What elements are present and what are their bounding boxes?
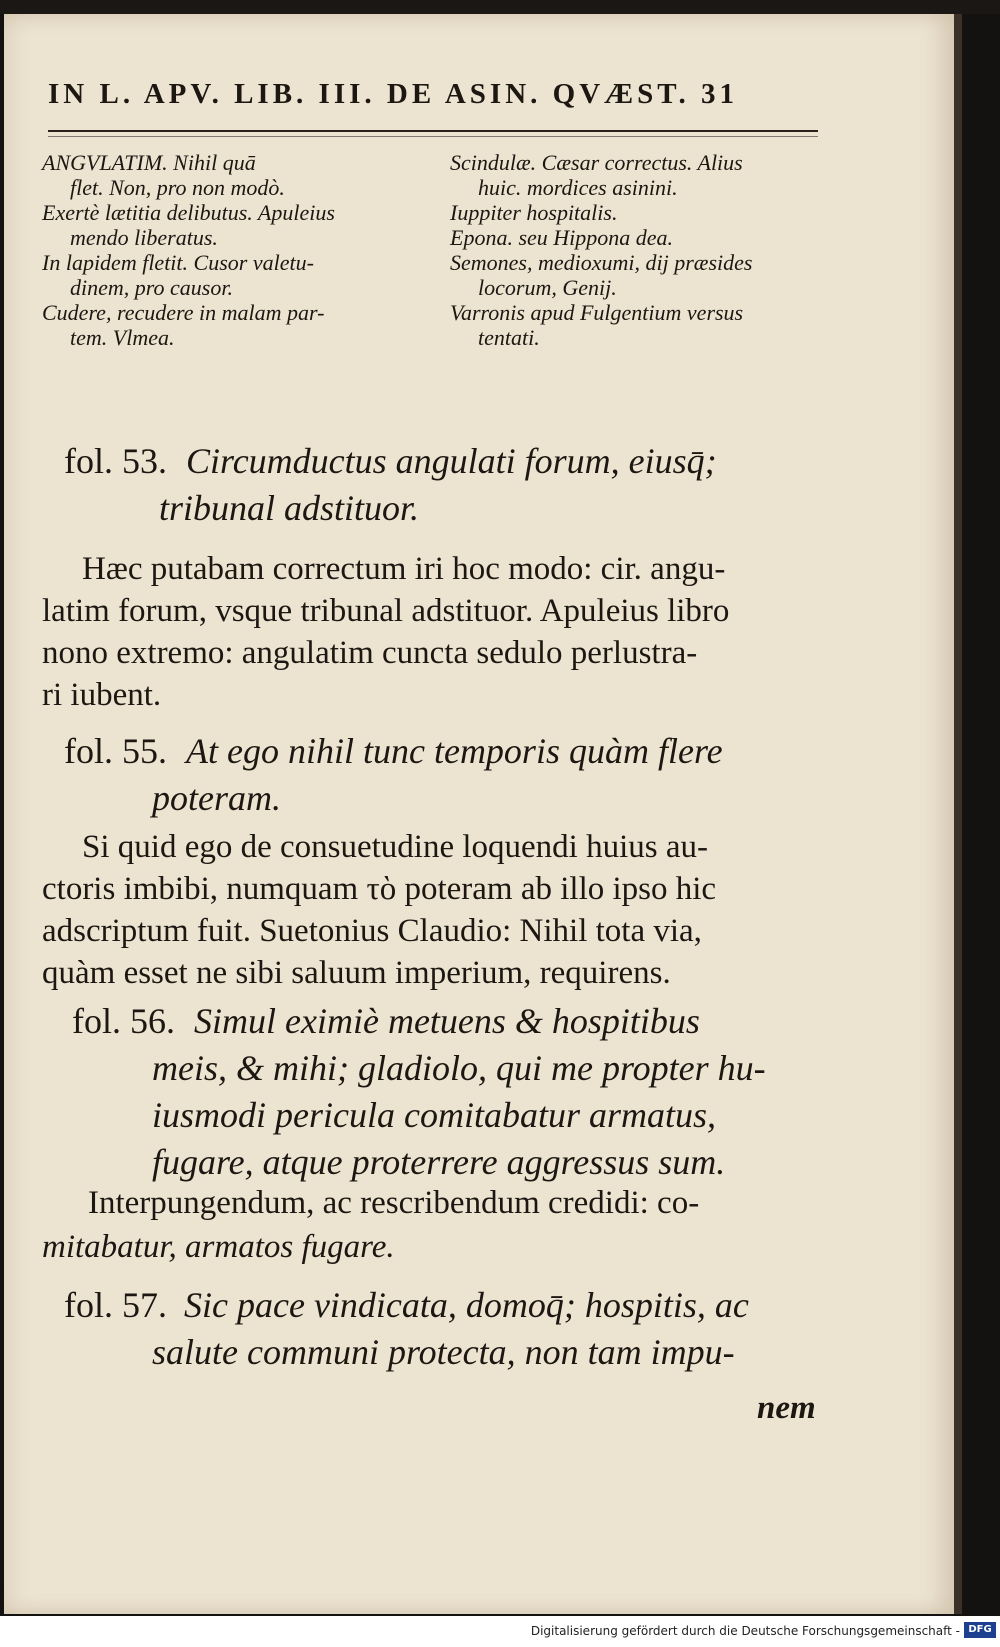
index-line: Epona. seu Hippona dea. bbox=[450, 225, 674, 250]
index-line: dinem, pro causor. bbox=[70, 275, 233, 300]
lemma-line: Circumductus angulati forum, eiusq̄; bbox=[186, 441, 717, 481]
folio-number: fol. 57. bbox=[64, 1285, 167, 1325]
head-rule-secondary bbox=[48, 136, 818, 137]
lemma-line: tribunal adstituor. bbox=[159, 488, 420, 528]
index-line: In lapidem fletit. Cusor valetu- bbox=[42, 250, 314, 275]
lemma-line: meis, & mihi; gladiolo, qui me propter hu- bbox=[152, 1048, 766, 1088]
folio-number: fol. 53. bbox=[64, 441, 167, 481]
funding-credit: Digitalisierung gefördert durch die Deutsche Forschungsgemeinschaft - bbox=[530, 1624, 960, 1638]
head-rule bbox=[48, 130, 818, 132]
body-line: Si quid ego de consuetudine loquendi huius au- bbox=[82, 829, 708, 865]
folio-number: fol. 56. bbox=[72, 1001, 175, 1041]
body-line: mitabatur, armatos fugare. bbox=[42, 1229, 395, 1265]
lemma-line: fugare, atque proterrere aggressus sum. bbox=[152, 1142, 726, 1182]
commentary-paragraph bbox=[82, 548, 725, 590]
lemma-line: Sic pace vindicata, domoq̄; hospitis, ac bbox=[184, 1285, 749, 1325]
digitization-footer bbox=[0, 1616, 1000, 1647]
index-line: ANGVLATIM. Nihil quā bbox=[42, 150, 256, 175]
running-head: IN L. APV. LIB. III. DE ASIN. QVÆST. 31 bbox=[48, 78, 738, 110]
index-line: flet. Non, pro non modò. bbox=[70, 175, 285, 200]
folio-heading bbox=[72, 998, 766, 1186]
body-line: quàm esset ne sibi saluum imperium, requirens. bbox=[42, 955, 671, 991]
index-line: mendo liberatus. bbox=[70, 225, 218, 250]
commentary-paragraph bbox=[82, 826, 708, 868]
dfg-logo: DFG bbox=[964, 1622, 996, 1638]
lemma-line: salute communi protecta, non tam impu- bbox=[152, 1332, 735, 1372]
folio-heading bbox=[64, 728, 723, 822]
index-line: locorum, Genij. bbox=[478, 275, 617, 300]
commentary-paragraph bbox=[88, 1182, 699, 1224]
body-line: latim forum, vsque tribunal adstituor. Apuleius libro bbox=[42, 593, 730, 629]
index-line: Semones, medioxumi, dij præsides bbox=[450, 250, 753, 275]
page-edge bbox=[954, 14, 962, 1614]
commentary-paragraph-cont bbox=[42, 868, 716, 994]
catchword: nem bbox=[757, 1390, 816, 1426]
lemma-line: At ego nihil tunc temporis quàm flere bbox=[186, 731, 723, 771]
commentary-paragraph-cont bbox=[42, 590, 729, 716]
lemma-line: iusmodi pericula comitabatur armatus, bbox=[152, 1095, 716, 1135]
index-line: tentati. bbox=[478, 325, 540, 350]
index-column-left bbox=[42, 150, 442, 350]
commentary-paragraph-cont bbox=[42, 1226, 395, 1268]
body-line: Interpungendum, ac rescribendum credidi: co- bbox=[88, 1185, 700, 1221]
folio-heading bbox=[64, 1282, 749, 1376]
index-line: Iuppiter hospitalis. bbox=[450, 200, 618, 225]
scan-frame bbox=[0, 0, 1000, 14]
body-line: adscriptum fuit. Suetonius Claudio: Nihil tota via, bbox=[42, 913, 702, 949]
index-line: Scindulæ. Cæsar correctus. Alius bbox=[450, 150, 743, 175]
index-column-right bbox=[450, 150, 825, 350]
body-line: nono extremo: angulatim cuncta sedulo perlustra- bbox=[42, 635, 698, 671]
lemma-line: Simul eximiè metuens & hospitibus bbox=[194, 1001, 700, 1041]
index-line: Cudere, recudere in malam par- bbox=[42, 300, 325, 325]
body-line: ri iubent. bbox=[42, 677, 162, 713]
index-line: Varronis apud Fulgentium versus bbox=[450, 300, 744, 325]
lemma-line: poteram. bbox=[152, 778, 281, 818]
folio-heading bbox=[64, 438, 717, 532]
body-line: Hæc putabam correctum iri hoc modo: cir. angu- bbox=[82, 551, 726, 587]
index-line: Exertè lætitia delibutus. Apuleius bbox=[42, 200, 335, 225]
index-line: tem. Vlmea. bbox=[70, 325, 175, 350]
body-line: ctoris imbibi, numquam τὸ poteram ab illo ipso hic bbox=[42, 871, 717, 907]
index-line: huic. mordices asinini. bbox=[478, 175, 678, 200]
folio-number: fol. 55. bbox=[64, 731, 167, 771]
